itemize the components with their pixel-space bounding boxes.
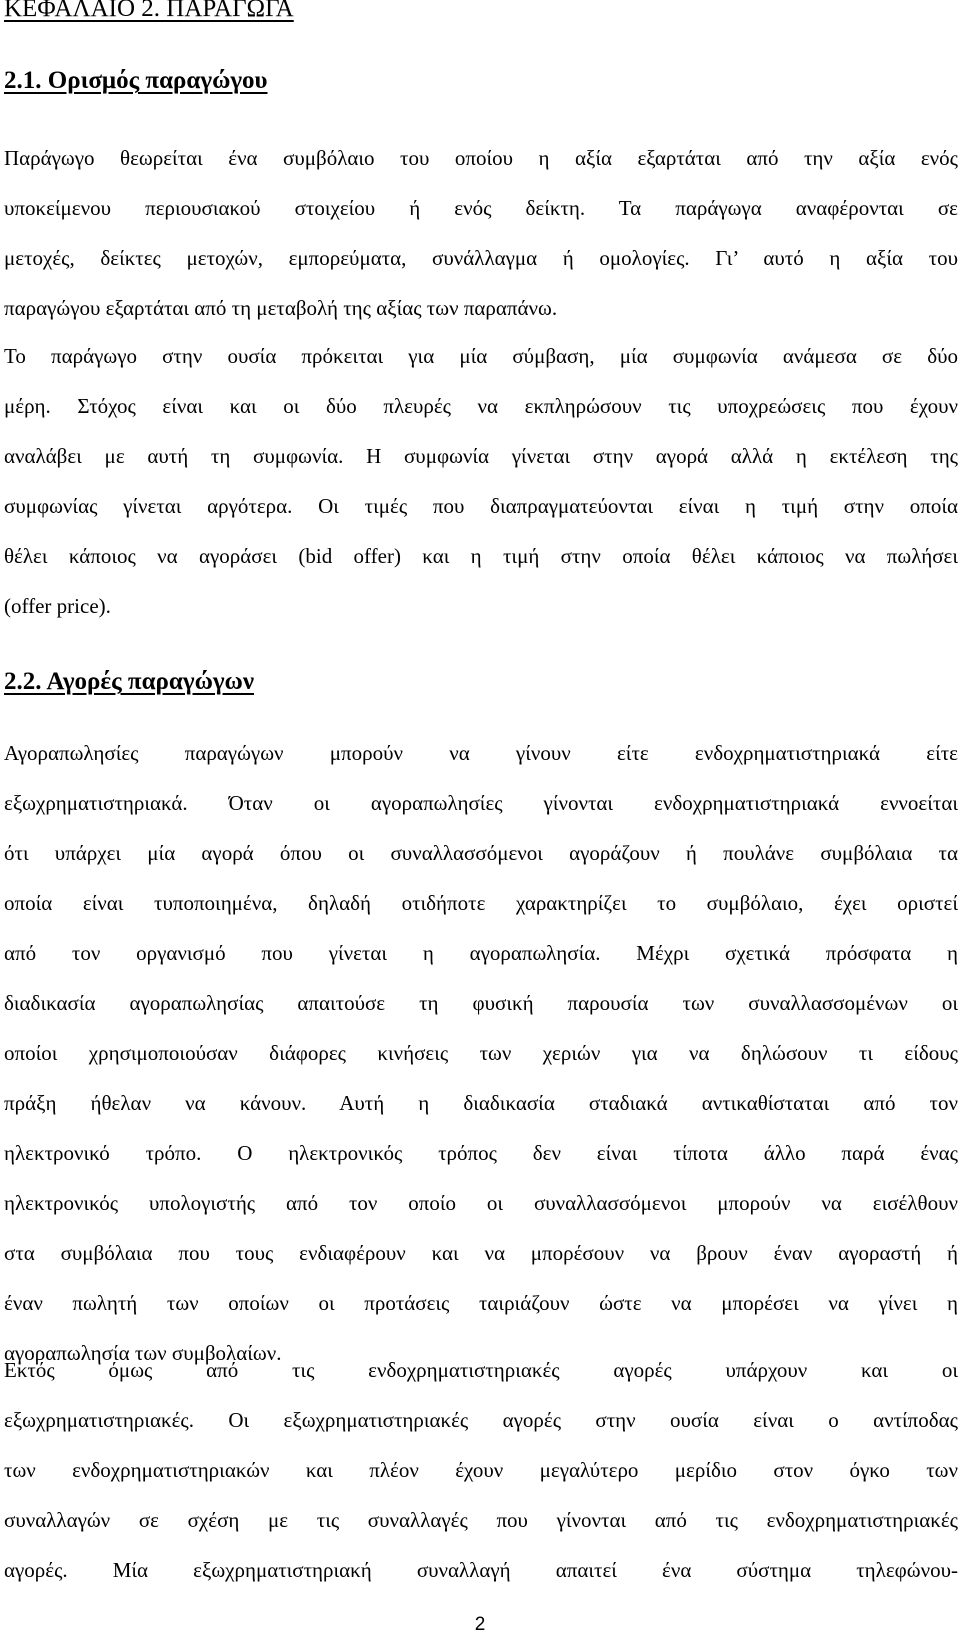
text-line: μέρη. Στόχος είναι και οι δύο πλευρές να εκπληρώσουν τις υποχρεώσεις που έχουν: [4, 394, 958, 418]
text-line: οποίοι χρησιμοποιούσαν διάφορες κινήσεις των χεριών για να δηλώσουν τι είδους: [4, 1041, 958, 1065]
chapter-title: ΚΕΦΑΛΑΙΟ 2. ΠΑΡΑΓΩΓΑ: [4, 0, 294, 22]
paragraph-2-2-2: [4, 1345, 958, 1595]
text-line: αγοραπωλησία των συμβολαίων.: [4, 1341, 282, 1365]
text-line: ηλεκτρονικός υπολογιστής από τον οποίο οι συναλλασσόμενοι μπορούν να εισέλθουν: [4, 1191, 958, 1215]
text-line: θέλει κάποιος να αγοράσει (bid offer) και η τιμή στην οποία θέλει κάποιος να πωλήσει: [4, 544, 958, 568]
text-line: διαδικασία αγοραπωλησίας απαιτούσε τη φυσική παρουσία των συναλλασσομένων οι: [4, 991, 958, 1015]
paragraph-2-1-2: [4, 331, 958, 631]
text-line: μετοχές, δείκτες μετοχών, εμπορεύματα, συνάλλαγμα ή ομολογίες. Γι’ αυτό η αξία του: [4, 246, 958, 270]
text-line: εξωχρηματιστηριακές. Οι εξωχρηματιστηριακές αγορές στην ουσία είναι ο αντίποδας: [4, 1408, 958, 1432]
text-line: αγορές. Μία εξωχρηματιστηριακή συναλλαγή απαιτεί ένα σύστημα τηλεφώνου-: [4, 1558, 958, 1582]
section-heading-2-1: 2.1. Ορισμός παραγώγου: [4, 67, 268, 94]
text-line: συμφωνίας γίνεται αργότερα. Οι τιμές που διαπραγματεύονται είναι η τιμή στην οποία: [4, 494, 958, 518]
paragraph-2-1-1: [4, 133, 958, 333]
text-line: Το παράγωγο στην ουσία πρόκειται για μία σύμβαση, μία συμφωνία ανάμεσα σε δύο: [4, 344, 958, 368]
text-line: (offer price).: [4, 594, 111, 618]
text-line: Αγοραπωλησίες παραγώγων μπορούν να γίνουν είτε ενδοχρηματιστηριακά είτε: [4, 741, 958, 765]
text-line: εξωχρηματιστηριακά. Όταν οι αγοραπωλησίες γίνονται ενδοχρηματιστηριακά εννοείται: [4, 791, 958, 815]
text-line: Εκτός όμως από τις ενδοχρηματιστηριακές αγορές υπάρχουν και οι: [4, 1358, 958, 1382]
paragraph-2-2-1: [4, 728, 958, 1378]
text-line: συναλλαγών σε σχέση με τις συναλλαγές που γίνονται από τις ενδοχρηματιστηριακές: [4, 1508, 958, 1532]
text-line: οποία είναι τυποποιημένα, δηλαδή οτιδήποτε χαρακτηρίζει το συμβόλαιο, έχει οριστεί: [4, 891, 958, 915]
page-number: 2: [474, 1614, 486, 1635]
text-line: ηλεκτρονικό τρόπο. Ο ηλεκτρονικός τρόπος δεν είναι τίποτα άλλο παρά ένας: [4, 1141, 958, 1165]
text-line: υποκείμενου περιουσιακού στοιχείου ή ενός δείκτη. Τα παράγωγα αναφέρονται σε: [4, 196, 958, 220]
text-line: παραγώγου εξαρτάται από τη μεταβολή της αξίας των παραπάνω.: [4, 296, 558, 320]
text-line: στα συμβόλαια που τους ενδιαφέρουν και να μπορέσουν να βρουν έναν αγοραστή ή: [4, 1241, 958, 1265]
text-line: Παράγωγο θεωρείται ένα συμβόλαιο του οποίου η αξία εξαρτάται από την αξία ενός: [4, 146, 958, 170]
text-line: από τον οργανισμό που γίνεται η αγοραπωλησία. Μέχρι σχετικά πρόσφατα η: [4, 941, 958, 965]
text-line: αναλάβει με αυτή τη συμφωνία. Η συμφωνία γίνεται στην αγορά αλλά η εκτέλεση της: [4, 444, 958, 468]
text-line: των ενδοχρηματιστηριακών και πλέον έχουν μεγαλύτερο μερίδιο στον όγκο των: [4, 1458, 958, 1482]
text-line: ότι υπάρχει μία αγορά όπου οι συναλλασσόμενοι αγοράζουν ή πουλάνε συμβόλαια τα: [4, 841, 958, 865]
section-heading-2-2: 2.2. Αγορές παραγώγων: [4, 668, 254, 695]
text-line: πράξη ήθελαν να κάνουν. Αυτή η διαδικασία σταδιακά αντικαθίσταται από τον: [4, 1091, 958, 1115]
text-line: έναν πωλητή των οποίων οι προτάσεις ταιριάζουν ώστε να μπορέσει να γίνει η: [4, 1291, 958, 1315]
